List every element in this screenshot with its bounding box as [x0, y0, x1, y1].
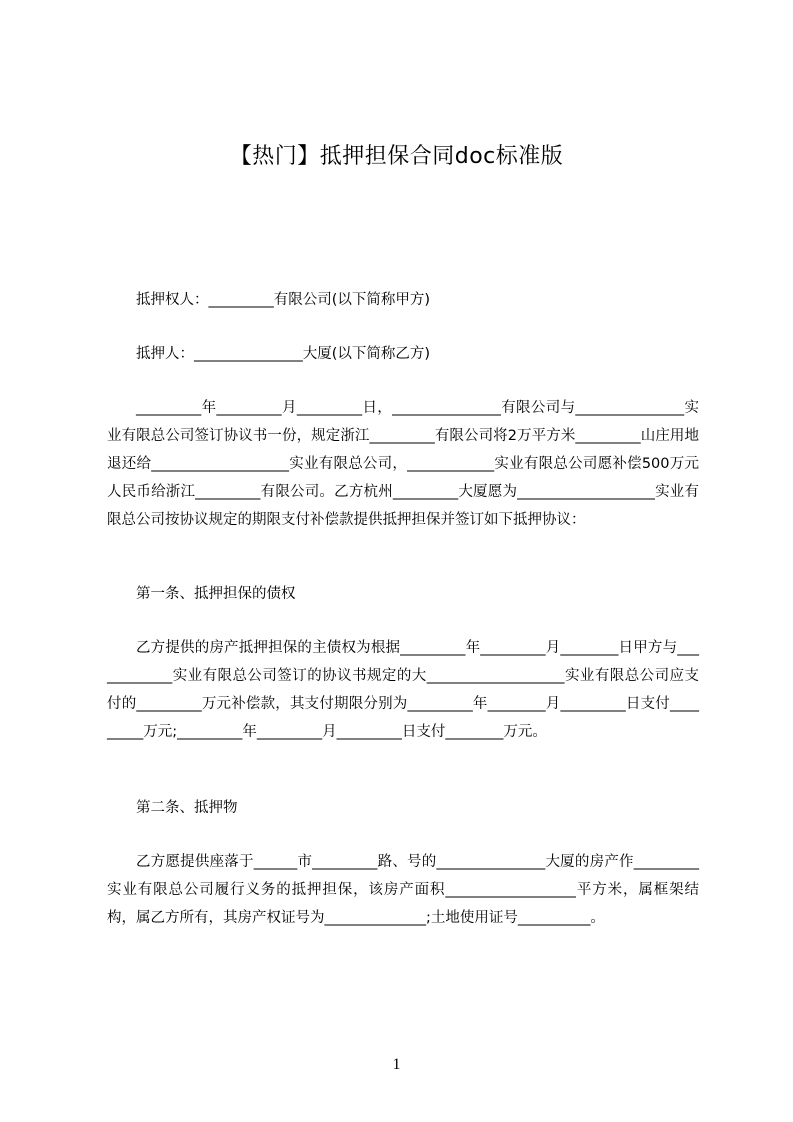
page-number: 1 — [392, 1056, 401, 1073]
article1-section — [107, 634, 699, 746]
article1-heading: 第一条、抵押担保的债权 — [136, 586, 296, 602]
mortgagor-line: 抵押人：_______________大厦(以下简称乙方) — [136, 346, 431, 362]
document-title: 【热门】抵押担保合同doc标准版 — [229, 144, 564, 169]
article2-section — [107, 848, 699, 932]
intro-section — [107, 394, 699, 534]
article2-paragraph: 乙方愿提供座落于______市_________路、号的_______________大厦的房产作_________实业有限总公司履行义务的抵押担保，该房产面积__________________平方米，属框架结构，属乙方所有，其房产权证号为______________;土地使用证号__________。 — [107, 854, 699, 926]
article2-heading: 第二条、抵押物 — [136, 800, 238, 816]
mortgagee-line: 抵押权人：_________有限公司(以下简称甲方) — [136, 292, 431, 308]
intro-paragraph: _________年_________月_________日，_______________有限公司与_______________实业有限总公司签订协议书一份，规定浙江_________有限公司将2万平方米_________山庄用地退还给___________________实业有限总公司，____________实业有限总公司愿补偿500万元人民币给浙江_________有限公司。乙方杭州_________大厦愿为___________________实业有限总公司按协议规定的期限支付补偿款提供抵押担保并签订如下抵押协议： — [107, 400, 699, 528]
article1-paragraph: 乙方提供的房产抵押担保的主债权为根据_________年_________月________日甲方与____________实业有限总公司签订的协议书规定的大___________________实业有限总公司应支付的_________万元补偿款，其支付期限分别为_________年________月_________日支付_________万元;_________年_________月_________日支付________万元。 — [107, 640, 699, 740]
